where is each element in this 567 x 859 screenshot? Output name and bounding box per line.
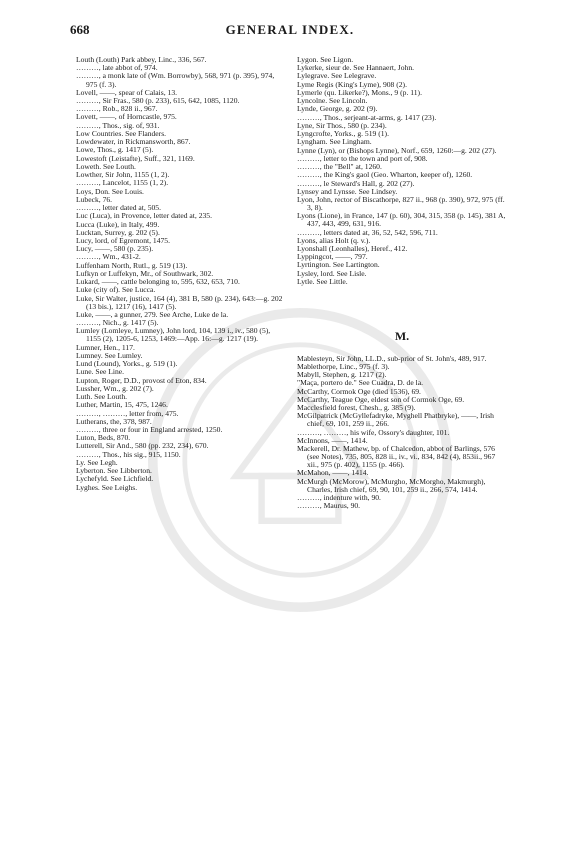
index-entry: Lyne, Sir Thos., 580 (p. 234). [297, 120, 387, 130]
index-entry: "Maça, portero de." See Cuadra, D. de la. [297, 378, 423, 388]
index-entry: Lutterell, Sir And., 580 (pp. 232, 234), 670. [76, 441, 209, 451]
index-entry: Mablethorpe, Linc., 975 (f. 3). [297, 361, 390, 371]
index-entry: Macclesfield forest, Chesh., g. 385 (9). [297, 403, 416, 413]
index-entry: Lytle. See Little. [297, 276, 348, 286]
index-entry: ………, Thos., sig. of, 931. [76, 120, 160, 130]
index-entry: ………, Thos., serjeant-at-arms, g. 1417 (23). [297, 112, 437, 122]
index-entry: Lynde, George, g. 202 (9). [297, 104, 378, 114]
index-entry: Lyrtington. See Lartington. [297, 260, 380, 270]
index-entry: ………, a monk late of (Wm. Borrowby), 568, 971 (p. 395), 974, 975 (f. 3). [76, 71, 275, 89]
index-entry: Mackerell, Dr. Mathew, bp. of Chalcedon, abbot of Barlings, 576 (see Notes), 735, 805, 828 ii., iv., vi., 834, 842 (4), 853ii., 967 xii., 975 (p. 402), 1155 (p. 466). [297, 444, 496, 470]
index-entry: ………, Sir Fras., 580 (p. 233), 615, 642, 1085, 1120. [76, 95, 240, 105]
index-entry: Lychefyld. See Lichfield. [76, 474, 154, 484]
index-entry: Louth (Louth) Park abbey, Linc., 336, 567. [76, 55, 207, 64]
index-entry: Lyberton. See Libberton. [76, 466, 152, 476]
index-column-left [76, 56, 286, 492]
index-column-right [297, 56, 507, 510]
index-entry: Lyncolne. See Lincoln. [297, 96, 368, 106]
index-entry: Lucca (Luke), in Italy, 499. [76, 219, 160, 229]
index-entry: Lovett, ——, of Horncastle, 975. [76, 112, 177, 122]
index-entry: Lune. See Line. [76, 367, 125, 377]
index-entry: ………, the "Bell" at, 1260. [297, 162, 382, 172]
index-entry: Loweth. See Louth. [76, 161, 136, 171]
index-entry: Lysley, lord. See Lisle. [297, 268, 367, 278]
index-section-l [297, 56, 507, 286]
index-entry: ………, the King's gaol (Geo. Wharton, keeper of), 1260. [297, 170, 473, 180]
index-entry: ………, Thos., his sig., 915, 1150. [76, 449, 181, 459]
index-entry: Low Countries. See Flanders. [76, 128, 167, 138]
index-entry: Lyngham. See Lingham. [297, 137, 372, 147]
index-entry: Lynne (Lyn), or (Bishops Lynne), Norf., 659, 1260:—g. 202 (27). [297, 145, 497, 155]
index-entry: Lumney. See Lumley. [76, 350, 143, 360]
index-entry: Lussher, Wm., g. 202 (7). [76, 383, 154, 393]
index-entry: Lumner, Hen., 117. [76, 342, 135, 352]
index-entry: ………, Rob., 828 ii., 967. [76, 104, 158, 114]
index-entry: Luc (Luca), in Provence, letter dated at, 235. [76, 211, 212, 221]
index-section-m [297, 355, 507, 511]
index-entry: Lyme Regis (King's Lyme), 908 (2). [297, 79, 407, 89]
index-entry: ………, letter to the town and port of, 908. [297, 153, 428, 163]
index-entry: Lubeck, 76. [76, 194, 113, 204]
index-entry: McCarthy, Cormok Oge (died 1536), 69. [297, 386, 421, 396]
index-entry: Loys, Don. See Louis. [76, 186, 144, 196]
index-entry: McMahon, ——, 1414. [297, 468, 369, 478]
index-entry: Luke, Sir Walter, justice, 164 (4), 381 B, 580 (p. 234), 643:—g. 202 (13 bis.), 1217 (16), 1417 (5). [76, 293, 283, 311]
index-entry: Lyppingcot, ——, 797. [297, 252, 368, 262]
index-entry: ………, late abbot of, 974. [76, 63, 158, 73]
index-entry: ………, ………, letter from, 475. [76, 408, 179, 418]
index-entry: Lovell, ——, spear of Calais, 13. [76, 87, 178, 97]
index-entry: ………, ………, his wife, Ossory's daughter, 101. [297, 427, 450, 437]
index-entry: Lyons, alias Holt (q. v.). [297, 235, 371, 245]
index-entry: Luton, Beds, 870. [76, 433, 131, 443]
index-entry: Ly. See Legh. [76, 457, 118, 467]
index-entry: Lucy, lord, of Egremont, 1475. [76, 235, 170, 245]
index-entry: Lowther, Sir John, 1155 (1, 2). [76, 170, 170, 180]
index-entry: Lucy, ——, 580 (p. 235). [76, 244, 154, 254]
index-entry: Lutherans, the, 378, 987. [76, 416, 152, 426]
index-entry: Lucktan, Surrey, g. 202 (5). [76, 227, 160, 237]
index-entry: Lykerke, sieur de. See Hannaert, John. [297, 63, 415, 73]
index-entry: Lukard, ——, cattle belonging to, 595, 632, 653, 710. [76, 277, 240, 287]
index-entry: Lyghes. See Leighs. [76, 482, 138, 492]
index-entry: Luth. See Louth. [76, 392, 128, 402]
index-entry: ………, le Steward's Hall, g. 202 (27). [297, 178, 415, 188]
index-entry: Lygon. See Ligon. [297, 55, 354, 64]
index-entry: Luther, Martin, 15, 475, 1246. [76, 400, 168, 410]
index-entry: ………, Wm., 431-2. [76, 252, 141, 262]
page-number: 668 [70, 22, 90, 37]
index-entry: Lynsey and Lynsse. See Lindsey. [297, 186, 398, 196]
section-letter-m: M. [394, 329, 410, 343]
index-entry: ………, Maurus, 90. [297, 501, 361, 511]
index-entry: McMurgh (McMorow), McMurgho, McMorgho, Makmurgh), Charles, Irish chief, 69, 90, 101, 259 ii., 266, 574, 1414. [297, 476, 486, 494]
index-entry: ………, Nich., g. 1417 (5). [76, 318, 159, 328]
index-entry: Luke, ——, a gunner, 279. See Arche, Luke de la. [76, 309, 229, 319]
index-entry: Mabyll, Stephen, g. 1217 (2). [297, 370, 387, 380]
index-entry: McCarthy, Teague Oge, eldest son of Cormok Oge, 69. [297, 394, 465, 404]
index-entry: Lyon, John, rector of Biscathorpe, 827 ii., 968 (p. 390), 972, 975 (ff. 3, 8). [297, 194, 505, 213]
index-entry: Lumley (Lomleye, Lumney), John lord, 104, 139 i., iv., 580 (5), 1155 (2), 1205-6, 1253, 1469:—App. 16:—g. 1217 (19). [76, 326, 271, 344]
index-entry: Lowe, Thos., g. 1417 (5). [76, 145, 154, 155]
index-entry: Lyons (Lione), in France, 147 (p. 60), 304, 315, 358 (p. 145), 381 A, 437, 443, 499, 631, 916. [297, 211, 506, 229]
page-header [70, 22, 510, 44]
index-entry: Lupton, Roger, D.D., provost of Eton, 834. [76, 375, 207, 385]
index-entry: ………, letters dated at, 36, 52, 542, 596, 711. [297, 227, 438, 237]
index-entry: Lufkyn or Luffekyn, Mr., of Southwark, 302. [76, 268, 214, 278]
index-entry: Lyngcrofte, Yorks., g. 519 (1). [297, 129, 389, 139]
index-entry: Lowestoft (Leistafte), Suff., 321, 1169. [76, 153, 195, 163]
index-entry: Lyonshall (Leonhalles), Heref., 412. [297, 244, 408, 254]
index-entry: ………, three or four in England arrested, 1250. [76, 424, 223, 434]
index-entry: Luke (city of). See Lucca. [76, 285, 156, 295]
index-entry: Luffenham North, Rutl., g. 519 (13). [76, 260, 188, 270]
index-entry: Mablesteyn, Sir John, LL.D., sub-prior of St. John's, 489, 917. [297, 353, 487, 363]
index-entry: Lowdewater, in Rickmansworth, 867. [76, 137, 191, 147]
index-entry: Lund (Lound), Yorks., g. 519 (1). [76, 359, 178, 369]
index-entry: ………, letter dated at, 505. [76, 203, 161, 213]
index-entry: Lymerle (qu. Likerke?), Mons., 9 (p. 11). [297, 87, 422, 97]
index-entry: Lylegrave. See Lelegrave. [297, 71, 377, 81]
running-head: GENERAL INDEX. [225, 22, 355, 37]
index-entry: ………, Lancelot, 1155 (1, 2). [76, 178, 169, 188]
index-entry: ………, indenture with, 90. [297, 492, 381, 502]
index-entry: McInnons, ——, 1414. [297, 435, 368, 445]
index-entry: McGilpatrick (McGyllefadryke, Myghell Phatbryke), ——, Irish chief, 69, 101, 259 ii., 266. [297, 411, 494, 429]
